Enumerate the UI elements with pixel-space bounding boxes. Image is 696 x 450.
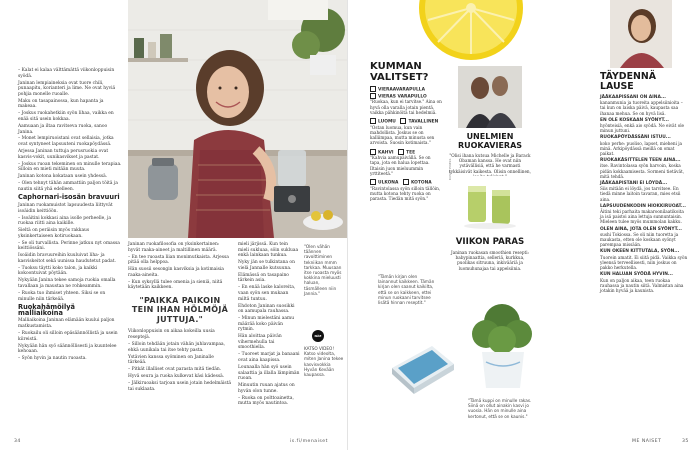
quiz-option[interactable]: ULKONA KOTONA: [370, 179, 442, 186]
week-best-text: Janinan ruokasan smoothien resepti: babypinaattia, selleriä, kurkkua, puolikas sitruuna, inkivääriä ja luomuhunajaa tai appelsiinia.: [451, 250, 529, 271]
paragraph: – En tee ruoasta liian monimutkaista. Arjessa pitää olla helppoa.: [128, 254, 229, 266]
lemon-photo: [416, 0, 526, 62]
tip-item: [600, 204, 688, 225]
tip-heading: LAPSUUDENKODIN HIOKKIRUOAT...: [600, 203, 686, 209]
quiz-section: [370, 62, 442, 204]
photo-credit: KUVAT: PIXELS: [448, 158, 452, 180]
tip-item: [600, 272, 688, 293]
tip-text: Siis mitään ei löydä, jos tarvitsee. En tiedä minne laitoin tavaran, mies etsii aina.: [600, 186, 681, 202]
paragraph: Hyvä seura ja ruoka kulkevat käsi kädessä.: [128, 374, 225, 380]
folio-left: 34: [14, 439, 21, 444]
quiz-item: [370, 118, 442, 146]
paragraph: – Tuoksu täytti koko talon, ja kaikki kokoontuivat pöytään.: [18, 265, 98, 277]
paragraph: – Monet lempiruoistani ovat sellaisia, jotka ovat syntyneet lapsuuteni ruokapöydässä.: [18, 136, 114, 148]
tip-heading: JÄÄKAAPISTANI EI LÖYDÄ...: [600, 181, 668, 187]
tip-text: Äitini teki parhaita makaroonilaatikoita ja isä paistoi aina lettuja sunnuntaisin. Mieleen tulee myös mummolan kakku.: [600, 209, 684, 225]
tip-text: itse. Ravintolassa syön harvoin, koska pidän kokkaamisesta. Sormeni tietävät, mitä tehdä.: [600, 163, 685, 179]
fill-sentence-section: [600, 72, 688, 295]
paragraph: Janinan ruokafilosofia on yksinkertainen: hyvät raaka-aineet ja maltillinen määrä.: [128, 242, 220, 253]
quiz-item: [370, 179, 442, 201]
paragraph: – Silloin tehdään jotain vähän juhlavampaa, ehkä uunikala tai itse tehty pasta.: [128, 342, 226, 353]
paragraph: Hän aloittaa päivän vihermehulla tai smoothiella.: [238, 334, 282, 351]
guest-illustration: [458, 66, 522, 128]
paragraph: – Ruoka tuo ihmiset yhteen. Siksi se on minulle niin tärkeää.: [18, 291, 106, 302]
dream-guest-text: "Olisi ihana kutsua Michelle ja Barack Obaman kanssa. He ovat niin ystävällisiä, että he varmasti tykkäisivät kaikesta. Olisin onnellinen,: [449, 153, 531, 174]
week-best-title: VIIKON PARAS: [455, 237, 525, 247]
folio-magazine: ME NAISET: [632, 439, 662, 444]
right-page: [348, 0, 696, 450]
paragraph: Sieltä on peräisin myös rakkaus yksinkertaiseen kotiruokaan.: [18, 228, 90, 239]
portrait-photo: [610, 0, 672, 68]
checkbox-icon[interactable]: [370, 149, 376, 155]
tip-text: hyönteisiä, enkä aio syödä. Ne eivät ole minun juttuni.: [600, 123, 685, 134]
video-caption[interactable]: KATSO VIDEO! Katso videolta, miten Janina tekee kasvisvokkia Hyvän Kevään kaupassa.: [304, 346, 344, 378]
tip-text: sushi Tokiossa. Se oli niin tuoretta ja maukasta, etten ole koskaan syönyt parempaa missään.: [600, 231, 679, 248]
checkbox-icon[interactable]: [370, 118, 376, 124]
quiz-option[interactable]: KAHVI TEE: [370, 149, 442, 156]
portrait-illustration: [610, 0, 672, 68]
subheading-1: Caphornari-isosän bravuuri: [18, 193, 120, 202]
quiz-item: [370, 86, 442, 115]
paragraph: Maku on tasapainossa, kun hapanta ja makeaa.: [18, 98, 104, 110]
paragraph: – Minun mielestäni aamu määrää koko päivän rytmin.: [238, 316, 295, 333]
article-column-2: [128, 242, 232, 394]
paragraph: Ystävien kanssa syöminen on Janinalle tärkeää.: [128, 354, 214, 366]
paragraph: Elämässä on tasapaino tärkein asia.: [238, 272, 289, 284]
plant-caption: "Tämä kuppi on minulle rakas. Siinä on ollut ainakin kasvi jo vuosia. Hän on minulle aina kertonut, että se on kaunis.": [468, 398, 532, 419]
fill-sentence-title: TÄYDENNÄ LAUSE: [600, 71, 656, 92]
paragraph: – Se oli turvallista. Perinne jatkuu nyt omassa keittiössäni.: [18, 240, 120, 252]
quiz-answer: "Ostan luomua, kun vain mahdollista. Joskus se on kalliimpaa, mutta minusta sen arvoista. Suosin kotimaista.": [370, 124, 435, 146]
kitchen-illustration: [128, 0, 348, 238]
paragraph: mieli järjissä. Kun tein mieli sukluaa, söin sukluaa enkä lainkaan tunkua.: [238, 242, 299, 259]
quiz-option[interactable]: VIERAAVARAPULLA: [370, 86, 442, 93]
article-column-1: [18, 68, 122, 363]
paragraph: Isoäidin bravuureihin kuuluivat liha- ja kasviskeitot sekä uunissa haudutetut padat.: [18, 253, 116, 264]
paragraph: – Pitkät illalliset ovat parasta mitä tiedän.: [128, 367, 222, 373]
week-best-box: [448, 238, 532, 271]
tip-item: [600, 249, 688, 270]
tip-heading: KUN HALUAN SYÖDÄ HYVIN...: [600, 272, 673, 278]
checkbox-icon[interactable]: [403, 179, 409, 185]
checkbox-icon[interactable]: [398, 149, 404, 155]
paragraph: Aamuaan ja iltaa ravitseva ruoka, sanoo Janina.: [18, 123, 108, 135]
tip-text: Kun on paljon aikaa, teen ruokaa rauhassa ja nautin siitä. Valmistan aina jotakin hyvää ja kaunista.: [600, 277, 684, 293]
quiz-title: KUMMAN VALITSET?: [370, 61, 429, 83]
quiz-answer: "Ruokaa, kun ei tarvitse." Aina on hyvä olla varalla jotain pientä, vaikka pähkinöitä tai hedelmiä.: [370, 99, 442, 115]
tip-item: [600, 118, 688, 134]
tip-item: [600, 158, 688, 179]
plant-photo: [464, 300, 542, 392]
folio-right: 35: [682, 439, 689, 444]
dream-guest-box: [448, 132, 532, 179]
quiz-answer: "Ravintolassa syön silloin tällöin, mutta kotona tehty ruoka on parasta. Tiedän mitä syön.": [370, 185, 441, 202]
book-icon: [388, 340, 458, 396]
paragraph: Minuutin ruuan ajatus on hyvän olon tunne.: [238, 383, 295, 394]
tip-heading: RUOKAPÖYDÄSSÄNI ISTUU...: [600, 135, 671, 141]
checkbox-icon[interactable]: [400, 118, 406, 124]
paragraph: – Ruoka on polttoainetta, mutta myös nautintoa.: [238, 395, 294, 407]
article-column-3: [238, 242, 300, 408]
paragraph: Nykyään hän syö säännöllisesti ja kuuntelee kehoaan.: [18, 343, 117, 355]
checkbox-icon[interactable]: [370, 93, 376, 99]
plant-pot-icon: [464, 300, 542, 392]
paragraph: Janinan ruokamuistot lapsuudesta liittyvät isoäidin keittiöön.: [18, 202, 113, 214]
tip-heading: EN OLE KOSKAAN SYÖNYT...: [600, 117, 669, 123]
tip-item: [600, 135, 688, 156]
paragraph: – Ruokailu oli silloin epäsäännöllistä ja usein kiireistä.: [18, 330, 118, 342]
kitchen-portrait-photo: [128, 0, 348, 238]
book-caption: "Tämän kirjan olen lainannut kaikkeen. Tämän kirjan olen saanut kaikilta, että se on kaikkeen, ettei minun ruokaani tarvitsee lisätä hinnan reseptit.": [378, 274, 435, 306]
paragraph: Viikonloppuisin on aikaa kokeilla uusia reseptejä.: [128, 329, 215, 341]
guest-photo: [458, 66, 522, 128]
paragraph: Janinan lempiaineksia ovat tuore chili, punaapitu, korianteri ja lime. Ne ovat hyviä pohjia monelle ruoalle.: [18, 80, 116, 97]
paragraph: Nykyään Janina tekee samoja ruokia omalla tavallaan ja maustaa ne rohkeammin.: [18, 278, 116, 290]
tip-text: koko perhe: puoliso, lapset, mieheni ja minä. Arkipöydässä meillä on omat paikat.: [600, 140, 683, 157]
tip-heading: RUOKAKÄSITTELEN TEEN AINA...: [600, 158, 681, 164]
paragraph: – Syön hyvin ja nautin ruoasta.: [18, 356, 87, 362]
tip-text: Tuorein amatit. Ei siitä pidä. Vaikka syön yleensä terveellisesti, niin joskus on pakko herkutella.: [600, 254, 688, 271]
paragraph: – Tuoreet marjat ja banaani ovat aina kaapissa.: [238, 352, 300, 364]
tip-heading: KUN OKEEN KITTUTALA, SYÖN...: [600, 249, 680, 255]
paragraph: Lounaalla hän syö usein salaattia ja illalla lämpimän ruoan.: [238, 365, 300, 382]
paragraph: – Joskus ruoan tekeminen on minulle terapiaa. Silloin en mieti mitään muuta.: [18, 161, 122, 173]
quiz-option[interactable]: LUOMU TAVALLINEN: [370, 118, 442, 125]
tip-heading: JÄÄKAAPISSANI ON AINA...: [600, 95, 666, 100]
smoothie-glass-icon: [460, 176, 520, 232]
checkbox-icon[interactable]: [370, 179, 376, 185]
tip-item: [600, 181, 688, 202]
paragraph: – Kun syksyllä tulee omenia ja sieniä, niitä käytetään kaikkeen.: [128, 279, 223, 291]
tip-text: kananmunia ja tuoreita appelsiinioita – tai kun on laiska päivä, kaupasta saa ihanaa mehua. Se on hyvä lisä.: [600, 100, 683, 116]
smoothie-photo: [460, 176, 520, 232]
paragraph: – Joskus ruokahetkiin syön lihaa, vaikka en enää sitä usein kokkaa.: [18, 111, 114, 122]
quiz-answer: "Kahvia aamupäivällä. Se on tapa, jota en halua lopettaa. Iltaisin juon mieluummin yrttiteetä.": [370, 155, 431, 176]
lemon-slice-icon: [416, 0, 526, 62]
video-play-icon[interactable]: NÄE: [312, 330, 324, 342]
paragraph: Arjessa Janinan tuttuja perusruokia ovat kasvis-vokit, uunikasvikset ja pastat.: [18, 149, 109, 160]
quiz-option[interactable]: VIERAS VARAPULLO: [370, 93, 442, 100]
paragraph: – Isoäitini kokkasi aina isolle perheelle, ja ruokaa riitti aina kaikille.: [18, 215, 112, 227]
tip-heading: OLEN AINA, JOTA OLEN SYÖNYT...: [600, 226, 682, 232]
tip-item: [600, 95, 688, 116]
paragraph: Ehdoton Janinan suosikki on aamupala rauhassa.: [238, 303, 295, 315]
paragraph: – Kalat ei kalaa välttämättä viikonloppuisin syödä.: [18, 68, 115, 79]
paragraph: Janinan kotona kokataan usein yhdessä.: [18, 174, 108, 180]
book-photo: [388, 340, 458, 396]
paragraph: Nyky jän se tulkintana on vielä Jannalle kutsuuna.: [238, 260, 295, 271]
dream-guest-title: UNELMIEN RUOKAVIERAS: [457, 132, 523, 150]
folio-website: is.fi/menaiset: [290, 439, 328, 444]
pull-quote: "PAIKKA PAIKOIN TEIN IHAN HÖLMÖJÄ JUTTUJA.": [131, 295, 229, 324]
paragraph: Hän suosii sesongin kasviksia ja kotimaisia raaka-aineita.: [128, 267, 224, 278]
paragraph: – Jälkiruoaksi tarjoan usein jotain hedelmäistä tai suklaata.: [128, 381, 232, 392]
quiz-item: [370, 149, 442, 177]
photo-caption: "Olen vähän täännen ravoittiminen tekniikan mmm tarkkaa. Muusaan itse ruoasta myös kokkina mieluusti haluan, täsmälleen niin Jannia.": [304, 244, 342, 296]
paragraph: – Olen tehnyt tähän ammattiin paljon töitä ja nautin siitä yhä edelleen.: [18, 181, 118, 192]
tip-item: [600, 227, 688, 248]
paragraph: – En enää laske kaloreita, vaan syön sen mukaan miltä tuntuu.: [238, 285, 296, 302]
paragraph: Malliaikoina Janinan elämään kuului paljon matkustamista.: [18, 318, 115, 329]
checkbox-icon[interactable]: [370, 86, 376, 92]
subheading-2: Ruokahämöilyä malliaikoina: [18, 303, 75, 317]
